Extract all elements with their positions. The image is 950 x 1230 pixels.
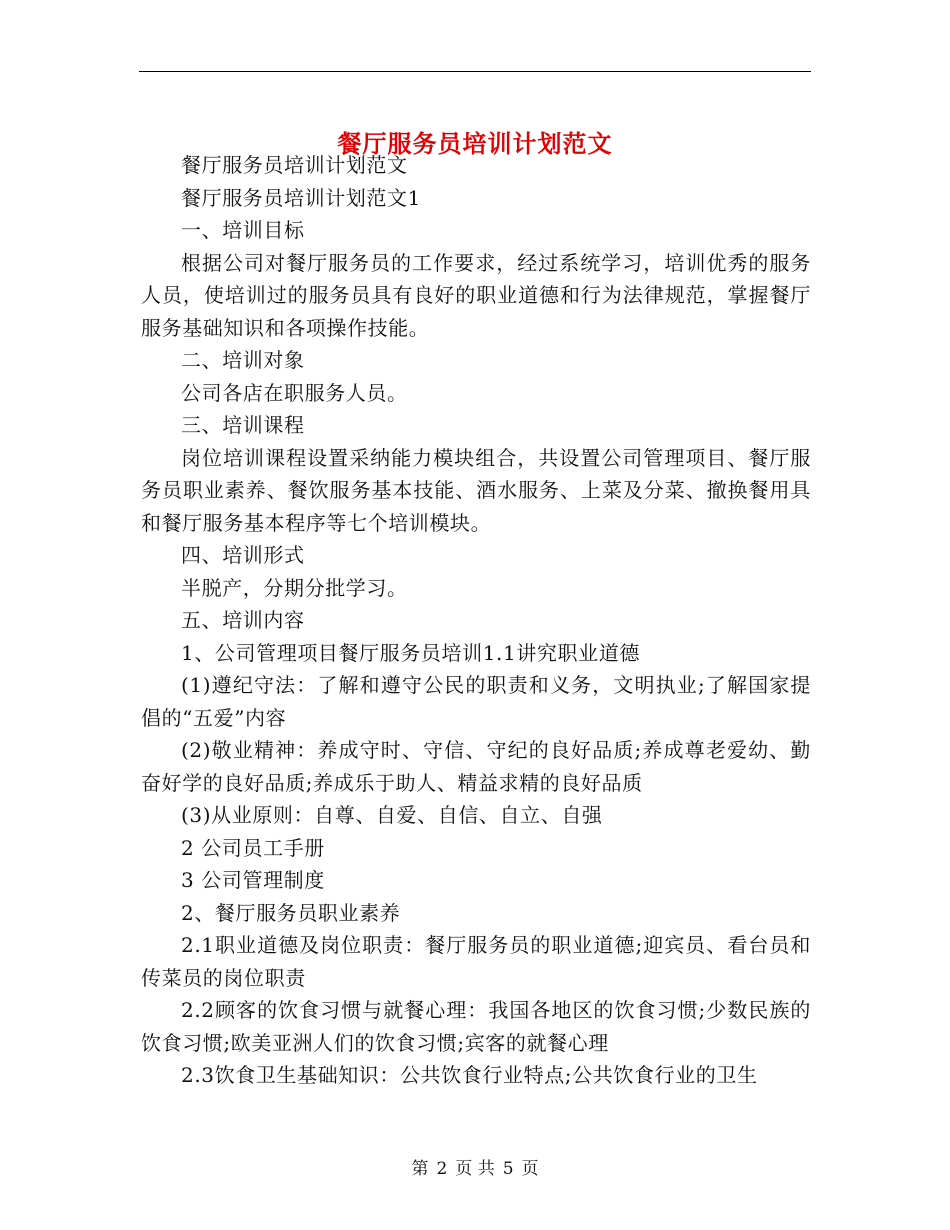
paragraph: 餐厅服务员培训计划范文1 — [181, 185, 421, 210]
paragraph: 公司各店在职服务人员。 — [181, 380, 408, 405]
header-rule — [139, 71, 811, 72]
document-body — [141, 149, 811, 1092]
footer-label-end: 页 — [521, 1159, 539, 1179]
document-title: 餐厅服务员培训计划范文 — [337, 129, 613, 159]
paragraph: (3)从业原则：自尊、自爱、自信、自立、自强 — [181, 803, 603, 827]
section-heading: 二、培训对象 — [181, 348, 305, 372]
section-heading: 三、培训课程 — [181, 413, 305, 437]
paragraph: 2.2顾客的饮食习惯与就餐心理：我国各地区的饮食习惯;少数民族的饮食习惯;欧美亚洲人们的饮食习惯;宾客的就餐心理 — [141, 998, 811, 1055]
section-heading: 五、培训内容 — [181, 608, 305, 632]
paragraph: 3 公司管理制度 — [181, 868, 325, 892]
paragraph: 2 公司员工手册 — [181, 835, 325, 860]
paragraph: 岗位培训课程设置采纳能力模块组合，共设置公司管理项目、餐厅服务员职业素养、餐饮服务基本技能、酒水服务、上菜及分菜、撤换餐用具和餐厅服务基本程序等七个培训模块。 — [141, 445, 811, 535]
paragraph: 1、公司管理项目餐厅服务员培训1.1讲究职业道德 — [181, 640, 640, 665]
footer-label-page: 第 — [411, 1159, 429, 1179]
paragraph: 2、餐厅服务员职业素养 — [181, 900, 401, 925]
paragraph: 2.1职业道德及岗位职责：餐厅服务员的职业道德;迎宾员、看台员和传菜员的岗位职责 — [141, 933, 811, 990]
paragraph: (1)遵纪守法：了解和遵守公民的职责和义务，文明执业;了解国家提倡的“五爱”内容 — [141, 673, 811, 730]
footer-total-pages: 5 — [502, 1159, 514, 1179]
page-footer — [0, 1154, 950, 1179]
paragraph: 餐厅服务员培训计划范文 — [181, 153, 408, 177]
paragraph: 半脱产，分期分批学习。 — [181, 575, 408, 600]
paragraph: 根据公司对餐厅服务员的工作要求，经过系统学习，培训优秀的服务人员，使培训过的服务员具有良好的职业道德和行为法律规范，掌握餐厅服务基础知识和各项操作技能。 — [141, 250, 811, 340]
paragraph: 2.3饮食卫生基础知识：公共饮食行业特点;公共饮食行业的卫生 — [181, 1063, 758, 1087]
footer-current-page: 2 — [436, 1159, 448, 1179]
footer-label-of: 页 共 — [455, 1159, 495, 1179]
section-heading: 一、培训目标 — [181, 218, 305, 242]
section-heading: 四、培训形式 — [181, 543, 305, 567]
paragraph: (2)敬业精神：养成守时、守信、守纪的良好品质;养成尊老爱幼、勤奋好学的良好品质;养成乐于助人、精益求精的良好品质 — [141, 738, 811, 795]
